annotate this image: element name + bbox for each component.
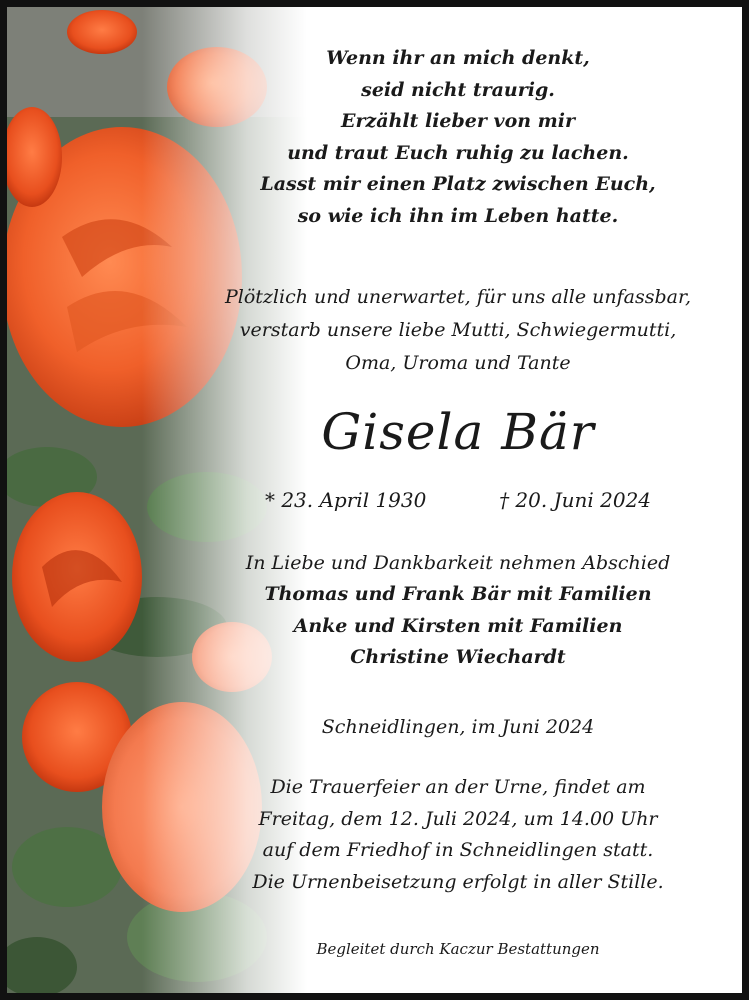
funeral-home: Begleitet durch Kaczur Bestattungen xyxy=(316,940,600,958)
mourners-list xyxy=(167,579,749,674)
mourners-intro: In Liebe und Dankbarkeit nehmen Abschied xyxy=(245,552,671,574)
poem-line: und traut Euch ruhig zu lachen. xyxy=(287,141,629,164)
poem-line: seid nicht traurig. xyxy=(361,78,555,101)
death-date: † 20. Juni 2024 xyxy=(499,488,652,512)
deceased-name: Gisela Bär xyxy=(321,403,595,461)
intro-line: Oma, Uroma und Tante xyxy=(345,352,571,374)
ceremony-info xyxy=(167,772,749,898)
mourner: Christine Wiechardt xyxy=(350,646,566,668)
announcement-intro xyxy=(167,281,749,380)
poem xyxy=(167,43,749,232)
place-date: Schneidlingen, im Juni 2024 xyxy=(321,716,595,738)
ceremony-line: Die Trauerfeier an der Urne, findet am xyxy=(270,776,646,798)
poem-line: Wenn ihr an mich denkt, xyxy=(326,47,590,69)
intro-line: Plötzlich und unerwartet, für uns alle unfassbar, xyxy=(224,286,692,308)
ceremony-line: Freitag, dem 12. Juli 2024, um 14.00 Uhr xyxy=(258,807,658,830)
birth-date: * 23. April 1930 xyxy=(264,488,427,512)
poem-line: so wie ich ihn im Leben hatte. xyxy=(297,204,619,227)
ceremony-line: auf dem Friedhof in Schneidlingen statt. xyxy=(262,839,654,861)
mourner: Thomas und Frank Bär mit Familien xyxy=(264,583,652,605)
intro-line: verstarb unsere liebe Mutti, Schwiegermutti, xyxy=(239,319,677,341)
life-dates xyxy=(167,485,749,515)
poem-line: Erzählt lieber von mir xyxy=(340,110,575,132)
poem-line: Lasst mir einen Platz zwischen Euch, xyxy=(260,173,656,195)
ceremony-line: Die Urnenbeisetzung erfolgt in aller Stille. xyxy=(252,870,664,893)
mourner: Anke und Kirsten mit Familien xyxy=(293,614,623,637)
notice-text xyxy=(167,7,749,993)
